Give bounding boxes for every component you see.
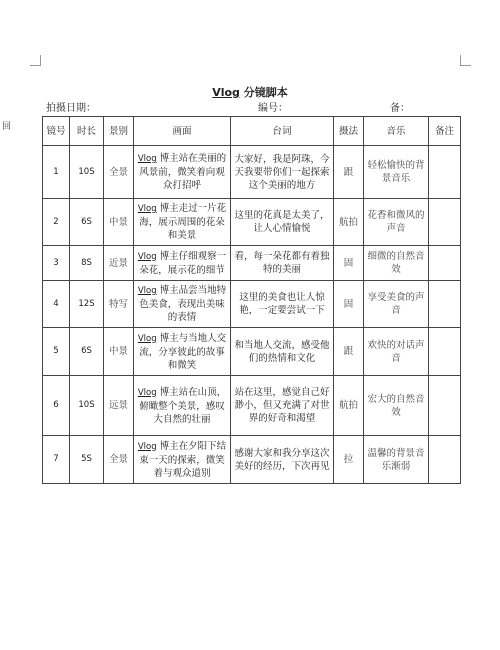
cell-music: 欢快的对话声音 (364, 328, 429, 376)
cell-music: 宏大的自然音效 (364, 376, 429, 436)
cell-scene (134, 376, 231, 436)
cell-camera-move: 跟 (334, 146, 364, 199)
table-row (43, 328, 461, 376)
cell-duration: 6S (70, 328, 104, 376)
table-header-row (43, 117, 461, 146)
cell-duration: 8S (70, 246, 104, 281)
cell-duration: 10S (70, 376, 104, 436)
scene-text: 博主品尝当地特色美食，表现出美味的表情 (139, 285, 227, 323)
cell-music: 享受美食的声音 (364, 281, 429, 328)
cell-music: 温馨的背景音乐渐弱 (364, 436, 429, 484)
title-latin: Vlog (212, 86, 240, 99)
storyboard-table (42, 116, 461, 484)
cell-shot-size: 近景 (104, 246, 134, 281)
cell-camera-move: 航拍 (334, 199, 364, 246)
header-camera-move: 摄法 (334, 117, 364, 146)
table-row (43, 281, 461, 328)
scene-latin: Vlog (137, 441, 157, 452)
scene-text: 博主仔细观察一朵花，展示花的细节 (139, 250, 227, 276)
note-label: 备： (390, 103, 410, 114)
cell-shot-number: 3 (43, 246, 70, 281)
cell-scene (134, 328, 231, 376)
cell-scene (134, 146, 231, 199)
cell-scene (134, 281, 231, 328)
cell-shot-size: 中景 (104, 199, 134, 246)
scene-text: 博主站在美丽的风景前，微笑着向观众打招呼 (139, 153, 227, 191)
title-rest: 分镜脚本 (239, 86, 288, 99)
page-corner-mark-top-right (460, 55, 471, 66)
header-music: 音乐 (364, 117, 429, 146)
cell-shot-number: 4 (43, 281, 70, 328)
scene-latin: Vlog (137, 154, 157, 164)
cell-shot-size: 全景 (104, 146, 134, 199)
cell-camera-move: 拉 (334, 436, 364, 484)
cell-remarks (429, 246, 461, 281)
cell-remarks (429, 199, 461, 246)
cell-camera-move: 固 (334, 246, 364, 281)
cell-dialogue: 这里的花真是太美了，让人心情愉悦 (231, 199, 334, 246)
scene-latin: Vlog (137, 286, 157, 296)
cell-remarks (429, 376, 461, 436)
cell-camera-move: 跟 (334, 328, 364, 376)
shoot-date-label: 拍摄日期： (46, 103, 96, 114)
header-scene: 画面 (134, 117, 231, 146)
margin-marker: 回 (2, 122, 12, 132)
cell-scene (134, 436, 231, 484)
cell-duration: 10S (70, 146, 104, 199)
cell-scene (134, 246, 231, 281)
page-corner-mark-top-left (30, 55, 41, 66)
scene-text: 博主站在山顶，俯瞰整个美景，感叹大自然的壮丽 (139, 386, 227, 425)
document-title (0, 84, 500, 100)
cell-shot-number: 1 (43, 146, 70, 199)
scene-text: 博主在夕阳下结束一天的探索，微笑着与观众道别 (139, 440, 227, 479)
cell-scene (134, 199, 231, 246)
cell-music: 轻松愉快的背景音乐 (364, 146, 429, 199)
cell-music: 细微的自然音效 (364, 246, 429, 281)
cell-duration: 6S (70, 199, 104, 246)
number-label: 编号： (258, 103, 288, 114)
cell-shot-size: 中景 (104, 328, 134, 376)
header-shot-size: 景别 (104, 117, 134, 146)
cell-shot-size: 全景 (104, 436, 134, 484)
cell-music: 花香和微风的声音 (364, 199, 429, 246)
cell-shot-number: 5 (43, 328, 70, 376)
scene-latin: Vlog (137, 387, 157, 398)
cell-dialogue: 站在这里，感觉自己好渺小，但又充满了对世界的好奇和渴望 (231, 376, 334, 436)
cell-camera-move: 固 (334, 281, 364, 328)
cell-dialogue: 这里的美食也让人惊艳，一定要尝试一下 (231, 281, 334, 328)
cell-remarks (429, 328, 461, 376)
cell-dialogue: 感谢大家和我分享这次美好的经历，下次再见 (231, 436, 334, 484)
cell-remarks (429, 436, 461, 484)
cell-camera-move: 航拍 (334, 376, 364, 436)
header-duration: 时长 (70, 117, 104, 146)
header-remarks: 备注 (429, 117, 461, 146)
table-row (43, 436, 461, 484)
cell-remarks (429, 281, 461, 328)
table-row (43, 376, 461, 436)
header-shot-number: 镜号 (43, 117, 70, 146)
scene-latin: Vlog (137, 251, 157, 262)
cell-duration: 5S (70, 436, 104, 484)
cell-shot-number: 7 (43, 436, 70, 484)
cell-shot-number: 2 (43, 199, 70, 246)
cell-shot-number: 6 (43, 376, 70, 436)
table-row (43, 199, 461, 246)
cell-dialogue: 看，每一朵花都有着独特的美丽 (231, 246, 334, 281)
scene-text: 博主走过一片花海，展示周围的花朵和美景 (139, 203, 227, 241)
cell-dialogue: 和当地人交流，感受他们的热情和文化 (231, 328, 334, 376)
table-row (43, 146, 461, 199)
cell-shot-size: 远景 (104, 376, 134, 436)
scene-latin: Vlog (137, 333, 157, 344)
cell-duration: 12S (70, 281, 104, 328)
cell-remarks (429, 146, 461, 199)
scene-latin: Vlog (137, 204, 157, 214)
scene-text: 博主与当地人交流，分享彼此的故事和微笑 (139, 332, 227, 371)
table-row (43, 246, 461, 281)
cell-dialogue: 大家好，我是阿珠，今天我要带你们一起探索这个美丽的地方 (231, 146, 334, 199)
header-dialogue: 台词 (231, 117, 334, 146)
cell-shot-size: 特写 (104, 281, 134, 328)
